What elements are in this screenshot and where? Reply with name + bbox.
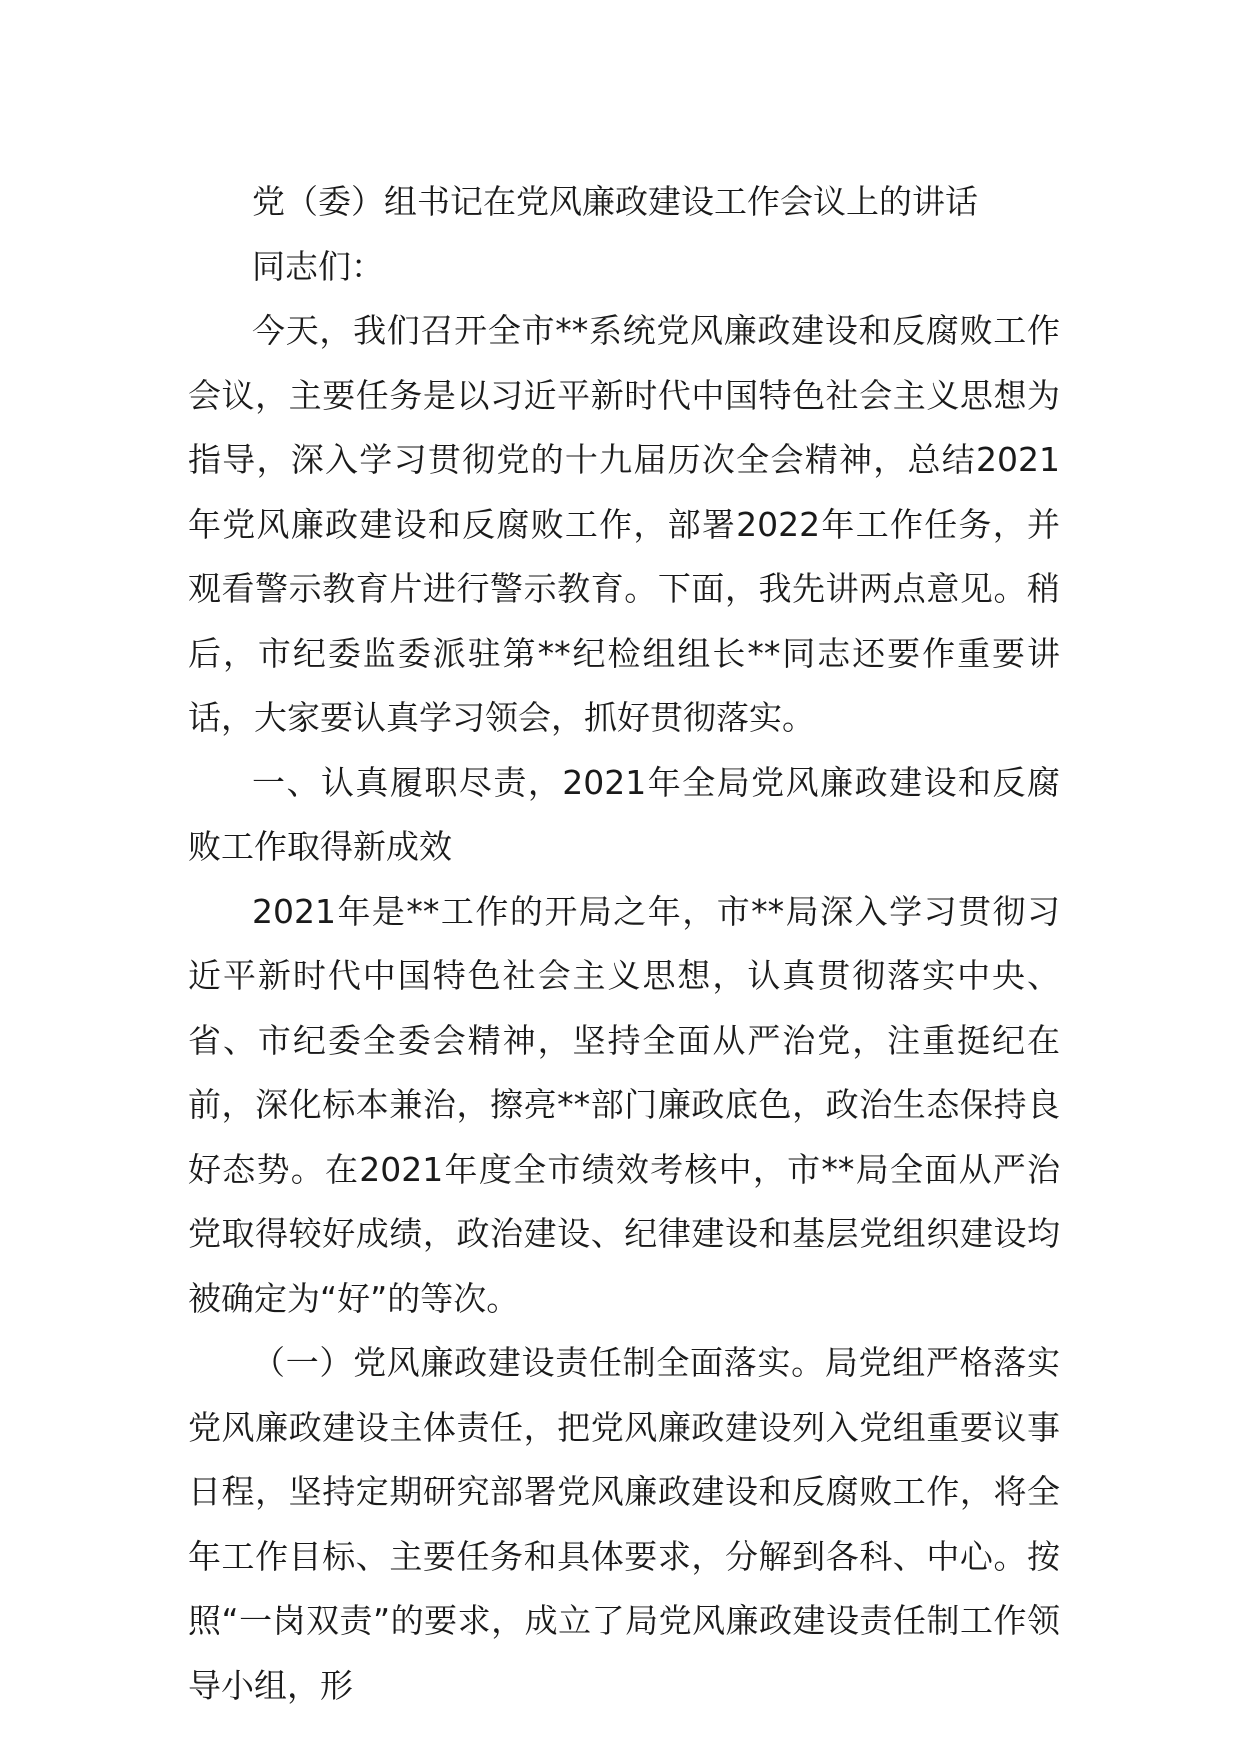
speech-title: 党（委）组书记在党风廉政建设工作会议上的讲话 [252, 182, 978, 221]
section-heading-1: 一、认真履职尽责，2021年全局党风廉政建设和反腐败工作取得新成效 [188, 762, 1060, 866]
paragraph-intro: 今天，我们召开全市**系统党风廉政建设和反腐败工作会议，主要任务是以习近平新时代中国特色社会主义思想为指导，深入学习贯彻党的十九届历次全会精神，总结2021年党风廉政建设和反腐败工作，部署2022年工作任务，并观看警示教育片进行警示教育。下面，我先讲两点意见。稍后，市纪委监委派驻第**纪检组组长**同志还要作重要讲话，大家要认真学习领会，抓好贯彻落实。 [188, 311, 1060, 737]
document-body [188, 170, 1060, 1718]
salutation: 同志们： [252, 246, 384, 286]
paragraph-section-1: 2021年是**工作的开局之年，市**局深入学习贯彻习近平新时代中国特色社会主义思想，认真贯彻落实中央、省、市纪委全委会精神，坚持全面从严治党，注重挺纪在前，深化标本兼治，擦亮**部门廉政底色，政治生态保持良好态势。在2021年度全市绩效考核中，市**局全面从严治党取得较好成绩，政治建设、纪律建设和基层党组织建设均被确定为“好”的等次。 [188, 891, 1060, 1318]
paragraph-subsection-1: （一）党风廉政建设责任制全面落实。局党组严格落实党风廉政建设主体责任，把党风廉政建设列入党组重要议事日程，坚持定期研究部署党风廉政建设和反腐败工作，将全年工作目标、主要任务和具体要求，分解到各科、中心。按照“一岗双责”的要求，成立了局党风廉政建设责任制工作领导小组，形 [188, 1343, 1060, 1705]
